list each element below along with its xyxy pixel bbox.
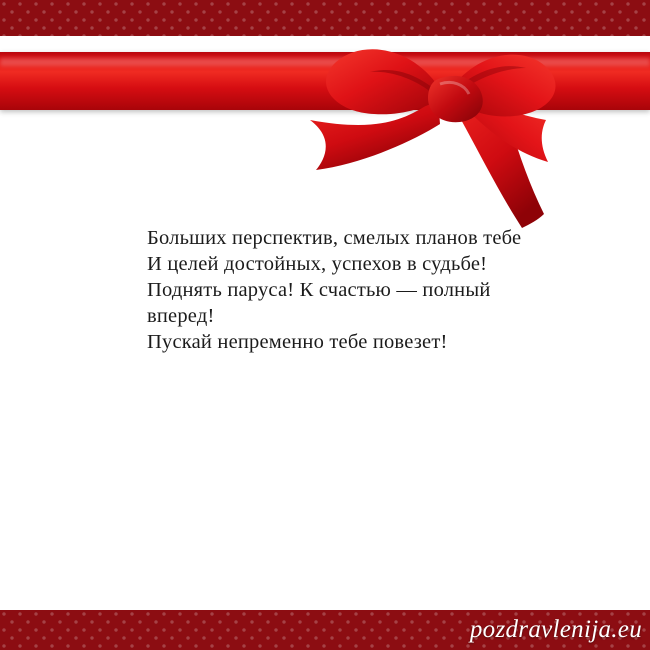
greeting-text: [147, 225, 547, 355]
bow-loop-left: [326, 49, 442, 114]
red-bow: [290, 28, 560, 243]
greeting-line-2: И целей достойных, успехов в судьбе!: [147, 253, 488, 275]
site-watermark: pozdravlenija.eu: [469, 616, 642, 643]
greeting-line-4: Пускай непременно тебе повезет!: [147, 331, 448, 353]
greeting-line-3: Поднять паруса! К счастью — полный вперед!: [147, 279, 491, 327]
greeting-line-1: Больших перспектив, смелых планов тебе: [147, 227, 522, 249]
